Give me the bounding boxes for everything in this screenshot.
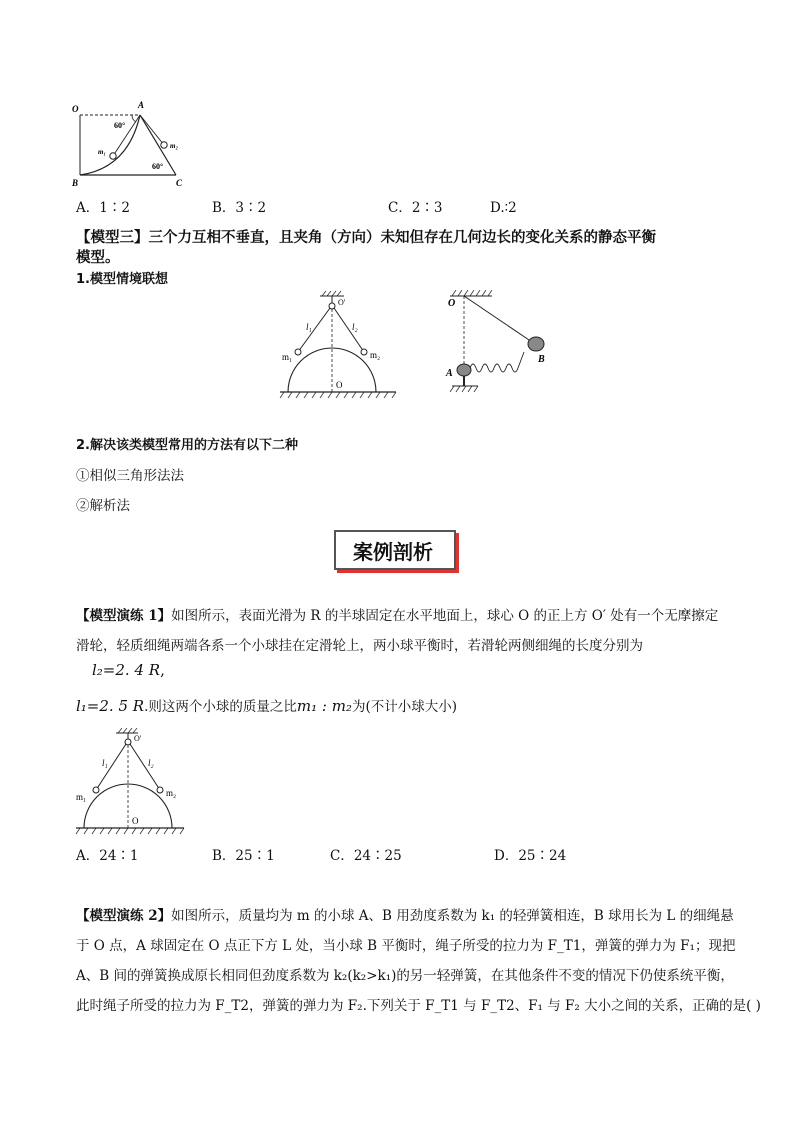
fig-right-label-A: A <box>446 368 453 379</box>
model3-heading-line2: 模型。 <box>76 250 120 266</box>
model3-method-2: ②解析法 <box>76 498 130 514</box>
ex1-fig-label-l2: l₂ <box>148 758 154 768</box>
incline-arc-figure <box>70 98 200 190</box>
ex1-fig-label-m1: m₁ <box>76 792 87 802</box>
ex1-tag: 【模型演练 1】 <box>76 608 172 624</box>
ex1-option-a[interactable]: A．24∶1 <box>76 848 139 864</box>
model3-subheading-1: 1.模型情境联想 <box>76 272 168 287</box>
ex2-line-4: 此时绳子所受的拉力为 F_T2，弹簧的弹力为 F₂.下列关于 F_T1 与 F_T2、F₁ 与 F₂ 大小之间的关系，正确的是( ) <box>76 998 761 1014</box>
fig-label-A: A <box>138 100 145 110</box>
ex1-text-3-end: 为(不计小球大小) <box>351 699 457 715</box>
ex1-line-2: 滑轮，轻质细绳两端各系一个小球挂在定滑轮上，两小球平衡时，若滑轮两侧细绳的长度分别为 <box>76 638 643 654</box>
fig-label-B: B <box>72 178 79 188</box>
ex1-hemisphere-figure <box>72 728 188 836</box>
fig-label-O: O <box>72 104 79 114</box>
ex1-option-b[interactable]: B．25∶1 <box>212 848 275 864</box>
prev-option-d[interactable]: D.∶2 <box>490 200 517 216</box>
ex1-fig-label-O: O <box>132 816 139 826</box>
case-analysis-banner-label: 案例剖析 <box>353 540 433 564</box>
ex1-fig-label-m2: m₂ <box>166 788 177 798</box>
fig-left-label-m2: m₂ <box>370 350 381 360</box>
fig-left-label-l2: l₂ <box>352 322 358 332</box>
ex1-text-3: .则这两个小球的质量之比 <box>144 699 297 715</box>
fig-label-m1: m₁ <box>98 148 106 156</box>
ex1-formula-l2 <box>92 660 165 680</box>
fig-left-label-m1: m₁ <box>282 352 293 362</box>
fig-angle-2: 60° <box>152 162 164 171</box>
fig-left-label-Oprime: O' <box>338 298 346 307</box>
prev-option-c[interactable]: C．2∶3 <box>388 200 443 216</box>
ex1-formula-l1: l₁=2. 5 R <box>76 697 145 715</box>
ex1-fig-label-l1: l₁ <box>102 758 108 768</box>
fig-angle-1: 60° <box>114 121 126 130</box>
fig-label-C: C <box>176 178 183 188</box>
ex1-comma: , <box>160 661 165 679</box>
case-analysis-banner <box>334 530 464 574</box>
fig-left-label-O: O <box>336 380 343 390</box>
ex2-line-1 <box>76 906 734 926</box>
ex1-text-1: 如图所示，表面光滑为 R 的半球固定在水平地面上，球心 O 的正上方 O′ 处有一个无摩擦定 <box>171 608 719 624</box>
ex1-ratio: m₁ : m₂ <box>296 697 352 715</box>
ex2-line-3: A、B 间的弹簧换成原长相同但劲度系数为 k₂(k₂>k₁)的另一轻弹簧，在其他条件不变的情况下仍使系统平衡， <box>76 968 734 984</box>
model3-heading-line1: 【模型三】三个力互相不垂直，且夹角（方向）未知但存在几何边长的变化关系的静态平衡 <box>76 230 656 246</box>
fig-right-label-O: O <box>448 298 456 309</box>
ex1-line-3 <box>76 696 457 717</box>
ex2-line-2: 于 O 点，A 球固定在 O 点正下方 L 处，当小球 B 平衡时，绳子所受的拉力为 F_T1，弹簧的弹力为 F₁；现把 <box>76 938 736 954</box>
prev-option-b[interactable]: B．3∶2 <box>212 200 267 216</box>
ex1-fig-label-Oprime: O' <box>134 734 142 743</box>
ex1-option-d[interactable]: D．25∶24 <box>494 848 567 864</box>
spring-pendulum-figure <box>440 290 552 400</box>
ex1-line-1 <box>76 606 718 626</box>
model3-method-1: ①相似三角形法法 <box>76 468 184 484</box>
hemisphere-pulley-figure <box>278 290 402 400</box>
fig-left-label-l1: l₁ <box>306 322 312 332</box>
ex2-text-1: 如图所示，质量均为 m 的小球 A、B 用劲度系数为 k₁ 的轻弹簧相连，B 球用长为 L 的细绳悬 <box>171 908 734 924</box>
ex1-option-c[interactable]: C．24∶25 <box>330 848 402 864</box>
prev-option-a[interactable]: A．1∶2 <box>76 200 130 216</box>
ex1-formula-l2-text: l₂=2. 4 R <box>92 661 161 679</box>
model3-subheading-2: 2.解决该类模型常用的方法有以下二种 <box>76 438 298 453</box>
ex2-tag: 【模型演练 2】 <box>76 908 172 924</box>
fig-label-m2: m₂ <box>170 142 178 150</box>
fig-right-label-B: B <box>538 354 545 365</box>
